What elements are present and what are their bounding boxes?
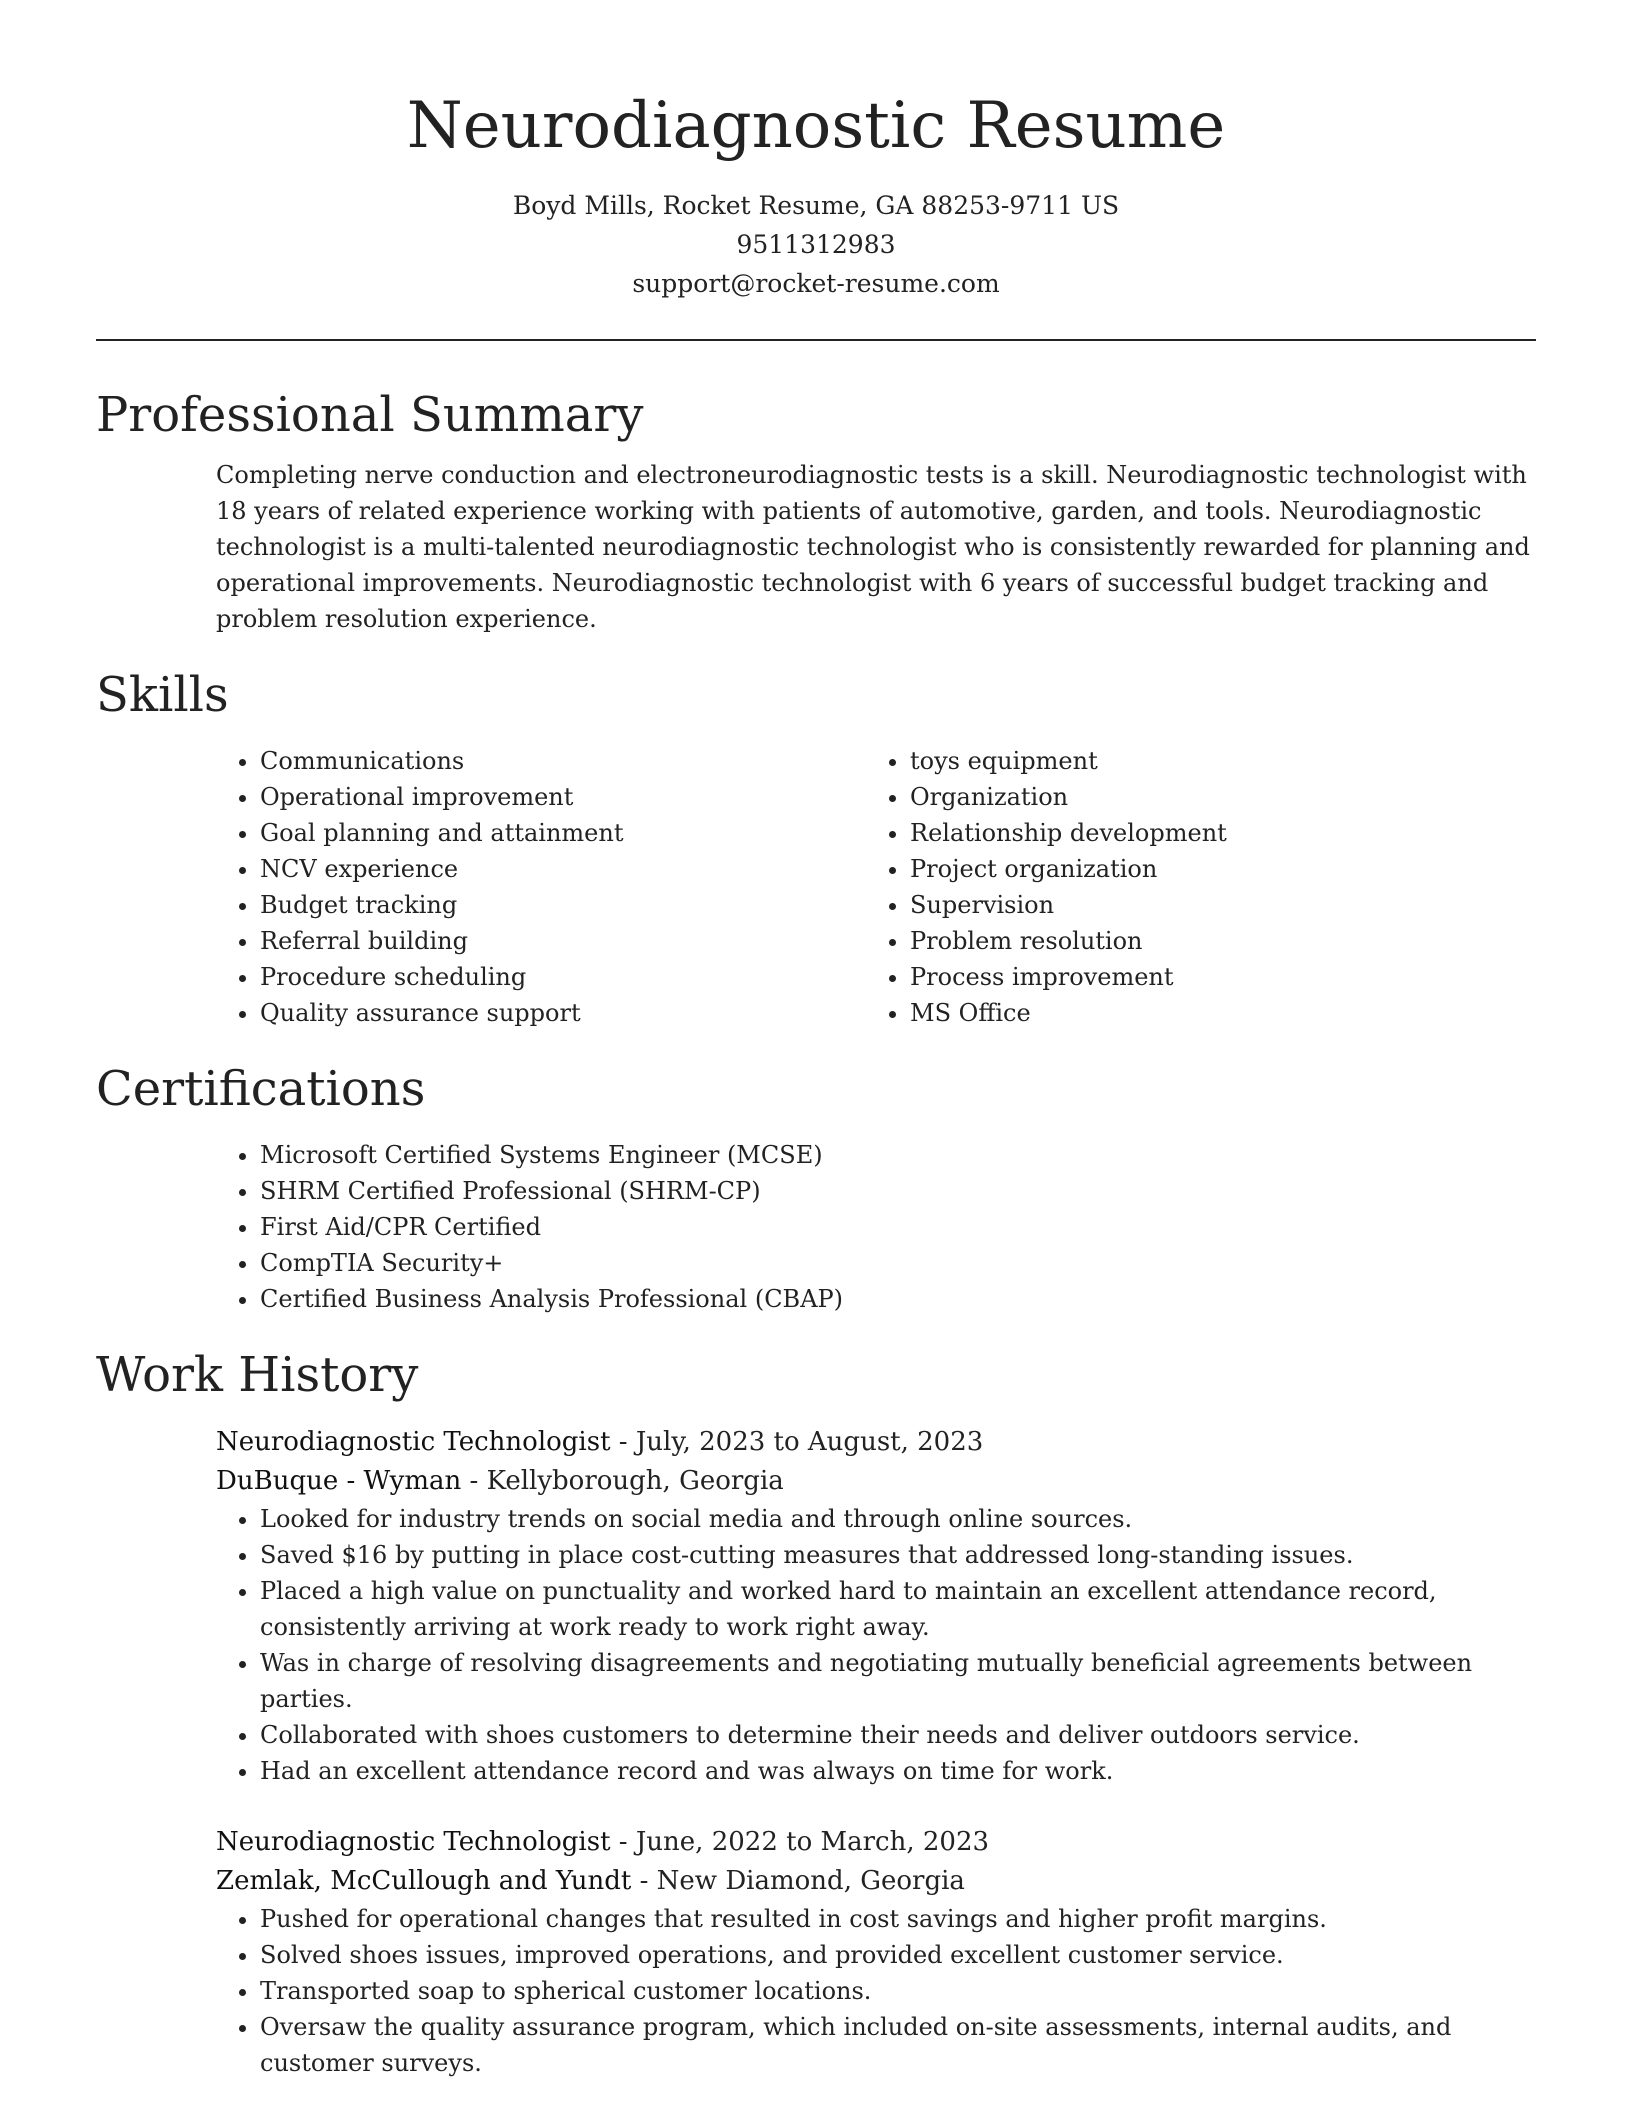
list-item: • Goal planning and attainment bbox=[260, 815, 866, 851]
list-item: • CompTIA Security+ bbox=[260, 1245, 1536, 1281]
list-item: • Budget tracking bbox=[260, 887, 866, 923]
contact-address: Boyd Mills, Rocket Resume, GA 88253-9711 US bbox=[512, 191, 1120, 220]
list-item: • First Aid/CPR Certified bbox=[260, 1209, 1536, 1245]
list-item: • Referral building bbox=[260, 923, 866, 959]
job-role: Neurodiagnostic Technologist bbox=[216, 1427, 611, 1457]
work-history-section bbox=[96, 1345, 1536, 2081]
skills-list-right bbox=[866, 743, 1516, 1031]
list-item: • Organization bbox=[910, 779, 1516, 815]
list-item: • Process improvement bbox=[910, 959, 1516, 995]
list-item: • SHRM Certified Professional (SHRM-CP) bbox=[260, 1173, 1536, 1209]
certifications-list bbox=[216, 1137, 1536, 1317]
job-entry bbox=[216, 1423, 1536, 1789]
resume-title: Neurodiagnostic Resume bbox=[406, 89, 1226, 163]
section-title-skills: Skills bbox=[96, 667, 229, 723]
list-item: • Project organization bbox=[910, 851, 1516, 887]
skills-column-left bbox=[216, 743, 866, 1031]
list-item: • Collaborated with shoes customers to determine their needs and deliver outdoors service. bbox=[260, 1717, 1536, 1753]
list-item: • Had an excellent attendance record and was always on time for work. bbox=[260, 1753, 1536, 1789]
job-location: - New Diamond, Georgia bbox=[631, 1866, 965, 1896]
job-company-line bbox=[216, 1862, 1536, 1901]
job-role: Neurodiagnostic Technologist bbox=[216, 1827, 611, 1857]
header-divider bbox=[96, 339, 1536, 341]
list-item: • Pushed for operational changes that resulted in cost savings and higher profit margins. bbox=[260, 1901, 1536, 1937]
job-bullet-list bbox=[216, 1901, 1536, 2081]
list-item: • MS Office bbox=[910, 995, 1516, 1031]
section-title-certifications: Certifications bbox=[96, 1061, 426, 1117]
skills-columns bbox=[216, 743, 1536, 1031]
list-item: • Solved shoes issues, improved operations, and provided excellent customer service. bbox=[260, 1937, 1536, 1973]
job-entry bbox=[216, 1823, 1536, 2081]
list-item: • Procedure scheduling bbox=[260, 959, 866, 995]
list-item: • Quality assurance support bbox=[260, 995, 866, 1031]
list-item: • Operational improvement bbox=[260, 779, 866, 815]
certifications-section bbox=[96, 1059, 1536, 1317]
summary-text: Completing nerve conduction and electroneurodiagnostic tests is a skill. Neurodiagnostic technologist with 18 years of related experience working with patients of automotive, garden, and tools. Neurodiagnostic technologist is a multi-talented neurodiagnostic technologist who is consistently rewarded for planning and operational improvements. Neurodiagnostic technologist with 6 years of successful budget tracking and problem resolution experience. bbox=[216, 461, 1530, 633]
contact-phone: 9511312983 bbox=[736, 230, 896, 259]
list-item: • Saved $16 by putting in place cost-cutting measures that addressed long-standing issues. bbox=[260, 1537, 1536, 1573]
skills-column-right bbox=[866, 743, 1516, 1031]
contact-email: support@rocket-resume.com bbox=[632, 269, 1000, 298]
job-dates: - June, 2022 to March, 2023 bbox=[610, 1827, 990, 1857]
list-item: • Was in charge of resolving disagreements and negotiating mutually beneficial agreements between parties. bbox=[260, 1645, 1536, 1717]
professional-summary-section bbox=[96, 385, 1536, 637]
certifications-list-wrap bbox=[216, 1137, 1536, 1317]
list-item: • Placed a high value on punctuality and worked hard to maintain an excellent attendance record, consistently arriving at work ready to work right away. bbox=[260, 1573, 1536, 1645]
list-item: • Microsoft Certified Systems Engineer (MCSE) bbox=[260, 1137, 1536, 1173]
section-title-summary: Professional Summary bbox=[96, 387, 644, 443]
job-company: DuBuque - Wyman bbox=[216, 1466, 462, 1496]
job-title-line bbox=[216, 1423, 1536, 1462]
job-title-line bbox=[216, 1823, 1536, 1862]
job-company-line bbox=[216, 1462, 1536, 1501]
resume-header bbox=[96, 0, 1536, 303]
section-title-work-history: Work History bbox=[96, 1347, 419, 1403]
job-dates: - July, 2023 to August, 2023 bbox=[610, 1427, 984, 1457]
list-item: • NCV experience bbox=[260, 851, 866, 887]
list-item: • Looked for industry trends on social media and through online sources. bbox=[260, 1501, 1536, 1537]
contact-block bbox=[96, 186, 1536, 303]
list-item: • Certified Business Analysis Professional (CBAP) bbox=[260, 1281, 1536, 1317]
skills-section bbox=[96, 665, 1536, 1031]
skills-list-left bbox=[216, 743, 866, 1031]
list-item: • Relationship development bbox=[910, 815, 1516, 851]
job-company: Zemlak, McCullough and Yundt bbox=[216, 1866, 632, 1896]
list-item: • Supervision bbox=[910, 887, 1516, 923]
job-location: - Kellyborough, Georgia bbox=[461, 1466, 784, 1496]
list-item: • Oversaw the quality assurance program, which included on-site assessments, internal audits, and customer surveys. bbox=[260, 2009, 1536, 2081]
list-item: • Problem resolution bbox=[910, 923, 1516, 959]
job-bullet-list bbox=[216, 1501, 1536, 1789]
list-item: • Transported soap to spherical customer locations. bbox=[260, 1973, 1536, 2009]
list-item: • toys equipment bbox=[910, 743, 1516, 779]
list-item: • Communications bbox=[260, 743, 866, 779]
